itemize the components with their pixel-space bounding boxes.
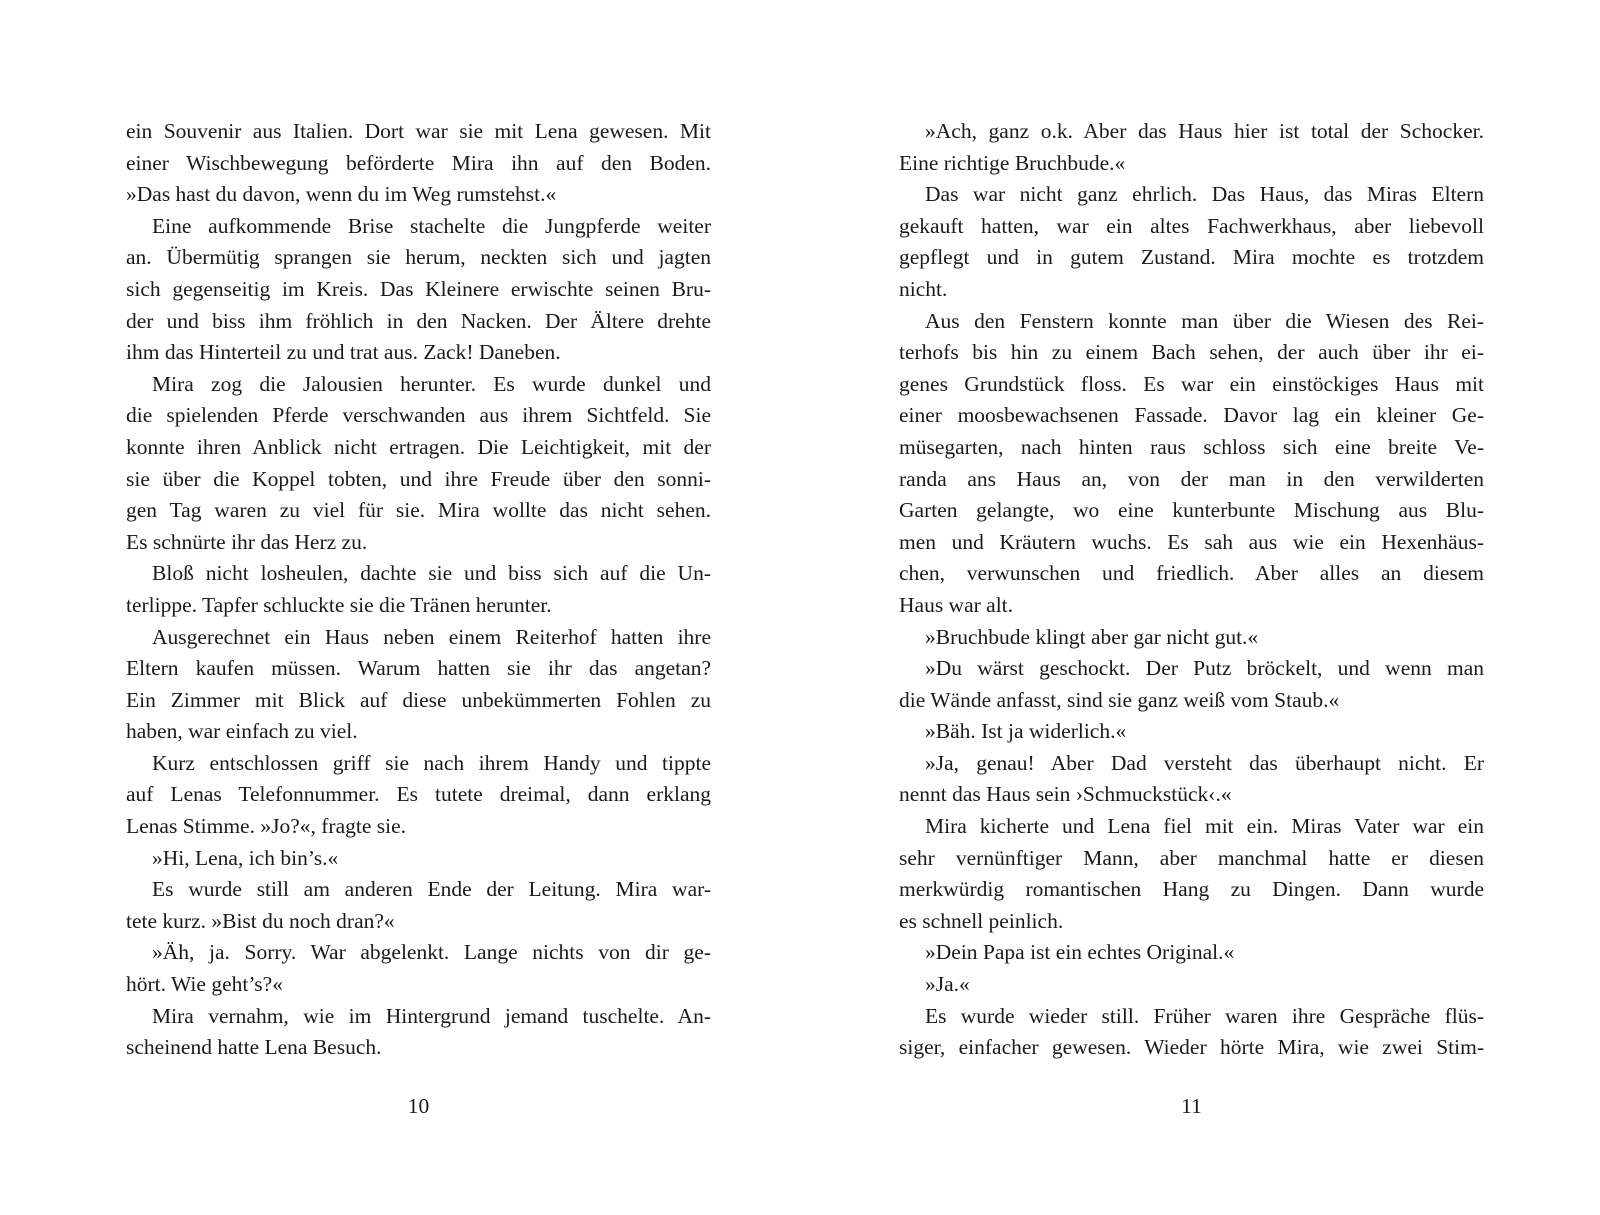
text-line: »Ja.« [925, 972, 970, 997]
text-line: Garten gelangte, wo eine kunterbunte Mischung aus Blu- [899, 498, 1484, 523]
text-line: konnte ihren Anblick nicht ertragen. Die Leichtigkeit, mit der [126, 434, 711, 459]
text-line: einer moosbewachsenen Fassade. Davor lag ein kleiner Ge- [899, 403, 1484, 428]
text-line: sehr vernünftiger Mann, aber manchmal hatte er diesen [899, 845, 1484, 870]
text-line: die spielenden Pferde verschwanden aus ihrem Sichtfeld. Sie [126, 403, 711, 428]
text-line: nennt das Haus sein ›Schmuckstück‹.« [899, 782, 1232, 807]
text-line: Haus war alt. [899, 592, 1014, 617]
text-line: nicht. [899, 276, 948, 301]
text-line: chen, verwunschen und friedlich. Aber alles an diesem [899, 561, 1484, 586]
text-line: tete kurz. »Bist du noch dran?« [126, 908, 395, 933]
text-line: Aus den Fenstern konnte man über die Wiesen des Rei- [925, 308, 1484, 333]
text-line: scheinend hatte Lena Besuch. [126, 1035, 382, 1060]
text-line: Kurz entschlossen griff sie nach ihrem Handy und tippte [152, 750, 711, 775]
text-line: einer Wischbewegung beförderte Mira ihn auf den Boden. [126, 150, 711, 175]
text-line: »Hi, Lena, ich bin’s.« [152, 845, 339, 870]
text-line: haben, war einfach zu viel. [126, 719, 358, 744]
text-line: Mira kicherte und Lena fiel mit ein. Miras Vater war ein [925, 814, 1484, 839]
text-line: »Du wärst geschockt. Der Putz bröckelt, und wenn man [925, 656, 1484, 681]
text-line: gepflegt und in gutem Zustand. Mira mochte es trotzdem [899, 245, 1484, 270]
text-line: genes Grundstück floss. Es war ein einstöckiges Haus mit [899, 371, 1484, 396]
text-line: terlippe. Tapfer schluckte sie die Tränen herunter. [126, 592, 552, 617]
left-page-text [126, 116, 711, 1064]
text-line: Lenas Stimme. »Jo?«, fragte sie. [126, 814, 407, 839]
text-line: gekauft hatten, war ein altes Fachwerkhaus, aber liebevoll [899, 213, 1484, 238]
text-line: Ausgerechnet ein Haus neben einem Reiterhof hatten ihre [152, 624, 711, 649]
text-line: an. Übermütig sprangen sie herum, neckten sich und jagten [126, 245, 711, 270]
text-line: Mira zog die Jalousien herunter. Es wurde dunkel und [152, 371, 711, 396]
text-line: Es schnürte ihr das Herz zu. [126, 529, 368, 554]
text-line: »Ach, ganz o.k. Aber das Haus hier ist total der Schocker. [925, 119, 1484, 143]
text-line: gen Tag waren zu viel für sie. Mira wollte das nicht sehen. [126, 498, 711, 523]
text-line: ihm das Hinterteil zu und trat aus. Zack! Daneben. [126, 340, 561, 365]
text-line: sich gegenseitig im Kreis. Das Kleinere erwischte seinen Bru- [126, 276, 711, 301]
text-line: terhofs bis hin zu einem Bach sehen, der auch über ihr ei- [899, 340, 1484, 365]
left-page-number: 10 [407, 1094, 430, 1118]
text-line: Mira vernahm, wie im Hintergrund jemand tuschelte. An- [152, 1003, 711, 1028]
text-line: müsegarten, nach hinten raus schloss sich eine breite Ve- [899, 434, 1484, 459]
text-line: hört. Wie geht’s?« [126, 972, 283, 997]
text-line: ein Souvenir aus Italien. Dort war sie mit Lena gewesen. Mit [126, 119, 711, 143]
text-line: »Ja, genau! Aber Dad versteht das überhaupt nicht. Er [925, 750, 1484, 775]
text-line: »Äh, ja. Sorry. War abgelenkt. Lange nichts von dir ge- [152, 940, 711, 965]
text-line: Bloß nicht losheulen, dachte sie und biss sich auf die Un- [152, 561, 711, 586]
text-line: »Das hast du davon, wenn du im Weg rumstehst.« [126, 182, 557, 207]
text-line: merkwürdig romantischen Hang zu Dingen. Dann wurde [899, 877, 1484, 902]
text-line: der und biss ihm fröhlich in den Nacken. Der Ältere drehte [126, 308, 711, 333]
text-line: »Bäh. Ist ja widerlich.« [925, 719, 1127, 744]
text-line: Ein Zimmer mit Blick auf diese unbekümmerten Fohlen zu [126, 687, 711, 712]
text-line: Eine aufkommende Brise stachelte die Jungpferde weiter [152, 213, 711, 238]
text-line: Das war nicht ganz ehrlich. Das Haus, das Miras Eltern [925, 182, 1484, 207]
text-line: men und Kräutern wuchs. Es sah aus wie ein Hexenhäus- [899, 529, 1484, 554]
right-page-number: 11 [1181, 1094, 1202, 1118]
text-line: »Bruchbude klingt aber gar nicht gut.« [925, 624, 1259, 649]
text-line: Eltern kaufen müssen. Warum hatten sie ihr das angetan? [126, 656, 711, 681]
text-line: siger, einfacher gewesen. Wieder hörte Mira, wie zwei Stim- [899, 1035, 1484, 1060]
text-line: auf Lenas Telefonnummer. Es tutete dreimal, dann erklang [126, 782, 711, 807]
text-line: sie über die Koppel tobten, und ihre Freude über den sonni- [126, 466, 711, 491]
text-line: »Dein Papa ist ein echtes Original.« [925, 940, 1235, 965]
text-line: Es wurde still am anderen Ende der Leitung. Mira war- [152, 877, 711, 902]
right-page-text [899, 116, 1484, 1064]
text-line: randa ans Haus an, von der man in den verwilderten [899, 466, 1484, 491]
text-line: es schnell peinlich. [899, 908, 1064, 933]
text-line: Es wurde wieder still. Früher waren ihre Gespräche flüs- [925, 1003, 1484, 1028]
text-line: Eine richtige Bruchbude.« [899, 150, 1126, 175]
text-line: die Wände anfasst, sind sie ganz weiß vom Staub.« [899, 687, 1340, 712]
